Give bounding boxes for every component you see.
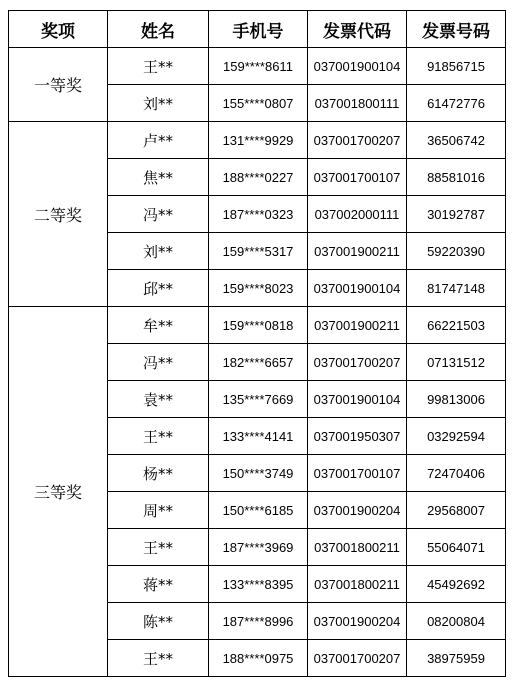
table-row (9, 307, 506, 344)
invoice-code-cell: 037001800211 (308, 529, 407, 566)
invoice-code-cell: 037001800111 (308, 85, 407, 122)
name-cell: 陈** (108, 603, 209, 640)
name-cell: 蒋** (108, 566, 209, 603)
phone-cell: 182****6657 (209, 344, 308, 381)
name-cell: 王** (108, 418, 209, 455)
invoice-code-cell: 037001900204 (308, 492, 407, 529)
prize-cell: 一等奖 (9, 48, 108, 122)
phone-cell: 133****4141 (209, 418, 308, 455)
header-row (9, 11, 506, 48)
winners-table (8, 10, 506, 677)
header-name: 姓名 (108, 11, 209, 48)
invoice-number-cell: 30192787 (407, 196, 506, 233)
invoice-number-cell: 99813006 (407, 381, 506, 418)
header-prize: 奖项 (9, 11, 108, 48)
name-cell: 冯** (108, 344, 209, 381)
invoice-number-cell: 29568007 (407, 492, 506, 529)
name-cell: 冯** (108, 196, 209, 233)
invoice-code-cell: 037001700107 (308, 455, 407, 492)
phone-cell: 155****0807 (209, 85, 308, 122)
phone-cell: 131****9929 (209, 122, 308, 159)
header-invoice-number: 发票号码 (407, 11, 506, 48)
invoice-code-cell: 037001900211 (308, 307, 407, 344)
name-cell: 杨** (108, 455, 209, 492)
table-row (9, 48, 506, 85)
name-cell: 周** (108, 492, 209, 529)
name-cell: 卢** (108, 122, 209, 159)
phone-cell: 187****8996 (209, 603, 308, 640)
phone-cell: 133****8395 (209, 566, 308, 603)
invoice-number-cell: 03292594 (407, 418, 506, 455)
invoice-number-cell: 55064071 (407, 529, 506, 566)
prize-cell: 三等奖 (9, 307, 108, 677)
name-cell: 王** (108, 48, 209, 85)
invoice-code-cell: 037001700207 (308, 122, 407, 159)
prize-cell: 二等奖 (9, 122, 108, 307)
phone-cell: 159****5317 (209, 233, 308, 270)
invoice-number-cell: 38975959 (407, 640, 506, 677)
table-row (9, 122, 506, 159)
phone-cell: 188****0975 (209, 640, 308, 677)
invoice-number-cell: 36506742 (407, 122, 506, 159)
invoice-code-cell: 037001900204 (308, 603, 407, 640)
invoice-number-cell: 59220390 (407, 233, 506, 270)
invoice-code-cell: 037001800211 (308, 566, 407, 603)
phone-cell: 150****6185 (209, 492, 308, 529)
phone-cell: 150****3749 (209, 455, 308, 492)
invoice-number-cell: 61472776 (407, 85, 506, 122)
name-cell: 袁** (108, 381, 209, 418)
invoice-number-cell: 88581016 (407, 159, 506, 196)
invoice-number-cell: 81747148 (407, 270, 506, 307)
invoice-number-cell: 91856715 (407, 48, 506, 85)
name-cell: 刘** (108, 85, 209, 122)
invoice-number-cell: 07131512 (407, 344, 506, 381)
invoice-number-cell: 45492692 (407, 566, 506, 603)
phone-cell: 159****8611 (209, 48, 308, 85)
phone-cell: 135****7669 (209, 381, 308, 418)
invoice-number-cell: 66221503 (407, 307, 506, 344)
invoice-number-cell: 08200804 (407, 603, 506, 640)
invoice-code-cell: 037001700207 (308, 640, 407, 677)
phone-cell: 187****3969 (209, 529, 308, 566)
invoice-code-cell: 037001700207 (308, 344, 407, 381)
header-phone: 手机号 (209, 11, 308, 48)
invoice-code-cell: 037001950307 (308, 418, 407, 455)
name-cell: 牟** (108, 307, 209, 344)
phone-cell: 187****0323 (209, 196, 308, 233)
phone-cell: 159****0818 (209, 307, 308, 344)
name-cell: 刘** (108, 233, 209, 270)
invoice-number-cell: 72470406 (407, 455, 506, 492)
invoice-code-cell: 037001900104 (308, 381, 407, 418)
invoice-code-cell: 037002000111 (308, 196, 407, 233)
header-invoice-code: 发票代码 (308, 11, 407, 48)
invoice-code-cell: 037001900211 (308, 233, 407, 270)
name-cell: 邱** (108, 270, 209, 307)
name-cell: 王** (108, 529, 209, 566)
invoice-code-cell: 037001900104 (308, 48, 407, 85)
phone-cell: 159****8023 (209, 270, 308, 307)
phone-cell: 188****0227 (209, 159, 308, 196)
name-cell: 焦** (108, 159, 209, 196)
name-cell: 王** (108, 640, 209, 677)
invoice-code-cell: 037001900104 (308, 270, 407, 307)
invoice-code-cell: 037001700107 (308, 159, 407, 196)
